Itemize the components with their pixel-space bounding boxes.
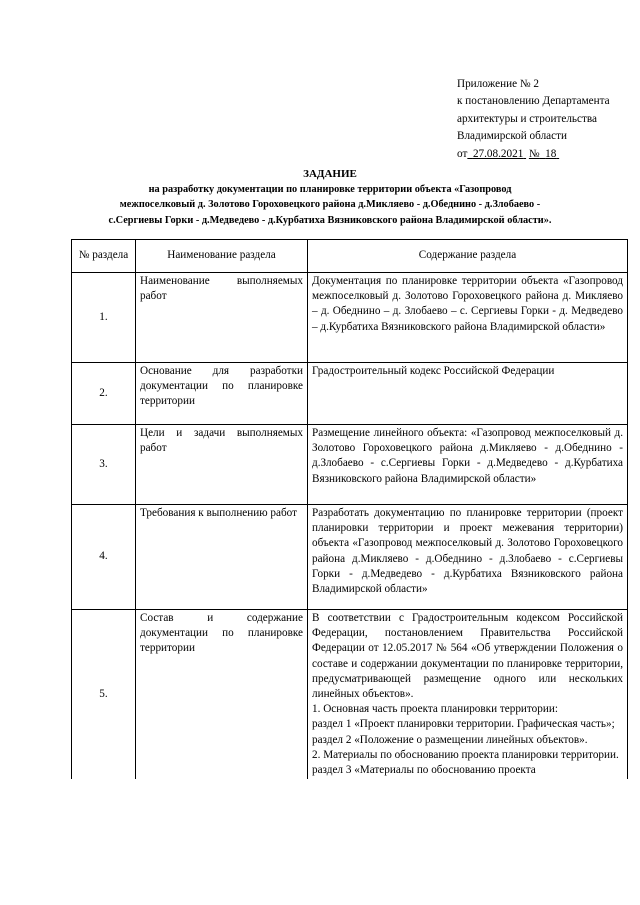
annex-line: архитектуры и строительства	[457, 112, 597, 125]
row-content: Разработать документацию по планировке территории (проект планировки территории и проект межевания территории) объекта «Газопровод межпоселковый д. Золотово Гороховецкого района д.Микляево - д.Обеднино - д.Злобаево - с.Сергиевы Горки - д.Медведево - д.Курбатиха Вязниковского района Владимирской области»	[308, 505, 628, 610]
title-heading: ЗАДАНИЕ	[303, 168, 357, 180]
header-section-name: Наименование раздела	[136, 240, 308, 273]
row-content: Документация по планировке территории объекта «Газопровод межпоселковый д. Золотово Гороховецкого района д. Микляево – д. Обеднино – д. Злобаево – с. Сергиевы Горки - д. Медведево – д.Курбатиха Вязниковского района Владимирской области»	[308, 273, 628, 363]
table-row	[72, 273, 628, 363]
document-title	[70, 166, 590, 228]
annex-number: № 18	[528, 147, 557, 160]
table-row	[72, 363, 628, 425]
task-table	[71, 239, 628, 779]
annex-title: Приложение № 2	[457, 78, 539, 90]
title-line: на разработку документации по планировке территории объекта «Газопровод	[148, 184, 512, 195]
row-number: 5.	[72, 610, 136, 780]
table-header-row	[72, 240, 628, 273]
row-number: 2.	[72, 363, 136, 425]
row-name: Состав и содержание документации по планировке территории	[136, 610, 308, 780]
row-name: Требования к выполнению работ	[136, 505, 308, 610]
row-number: 3.	[72, 425, 136, 505]
header-number: № раздела	[72, 240, 136, 273]
row-content: Градостроительный кодекс Российской Федерации	[308, 363, 628, 425]
header-section-content: Содержание раздела	[308, 240, 628, 273]
annex-date-line	[457, 146, 632, 163]
annex-block	[457, 76, 632, 163]
row-content: В соответствии с Градостроительным кодексом Российской Федерации, постановлением Правительства Российской Федерации от 12.05.2017 № 564 «Об утверждении Положения о составе и содержании документации по планировке территории, предусматривающей размещение одного или нескольких линейных объектов». 1. Основная часть проекта планировки территории: раздел 1 «Проект планировки территории. Графическая часть»; раздел 2 «Положение о размещении линейных объектов». 2. Материалы по обоснованию проекта планировки территории. раздел 3 «Материалы по обоснованию проекта	[308, 610, 628, 780]
table-row	[72, 610, 628, 780]
title-line: с.Сергиевы Горки - д.Медведево - д.Курбатиха Вязниковского района Владимирской области».	[108, 214, 552, 226]
row-name: Наименование выполняемых работ	[136, 273, 308, 363]
title-line: межпоселковый д. Золотово Гороховецкого района д.Микляево - д.Обеднино - д.Злобаево -	[119, 199, 541, 211]
annex-line: Владимирской области	[457, 130, 567, 143]
row-name: Цели и задачи выполняемых работ	[136, 425, 308, 505]
table-row	[72, 505, 628, 610]
annex-line: к постановлению Департамента	[457, 95, 610, 108]
row-number: 4.	[72, 505, 136, 610]
table-row	[72, 425, 628, 505]
row-number: 1.	[72, 273, 136, 363]
annex-date: 27.08.2021	[472, 147, 524, 160]
row-name: Основание для разработки документации по планировке территории	[136, 363, 308, 425]
row-content: Размещение линейного объекта: «Газопровод межпоселковый д. Золотово Гороховецкого района д.Микляево - д.Обеднино - д.Злобаево - с.Сергиевы Горки - д.Медведево - д.Курбатиха Вязниковского района Владимирской области»	[308, 425, 628, 505]
date-prefix: от	[457, 147, 468, 160]
